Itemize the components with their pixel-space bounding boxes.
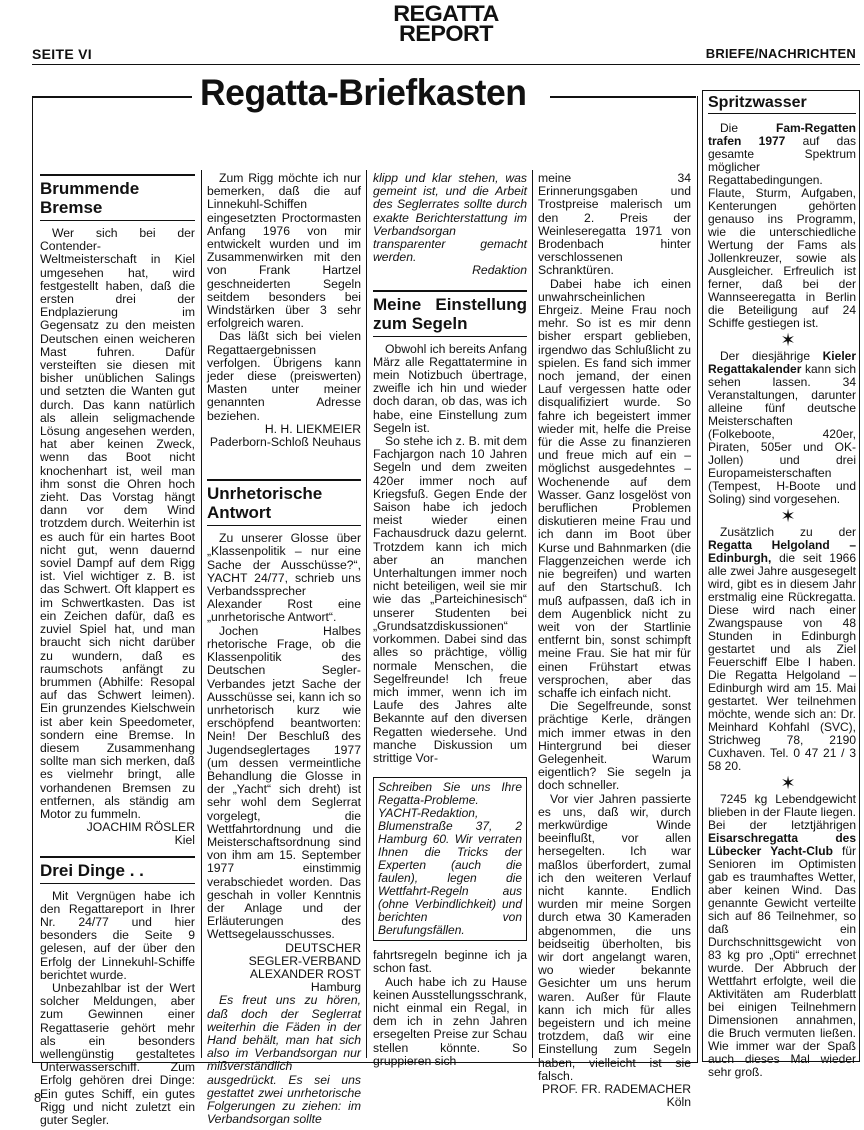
- page-title: Regatta-Briefkasten: [200, 72, 527, 113]
- signature-redaktion: Redaktion: [472, 263, 527, 278]
- column-divider-2: [366, 170, 367, 1058]
- letter-einstellung-p2: So stehe ich z. B. mit dem Fachjargon nach 10 Jahren Segeln und dem zweiten 420er immer noch auf Kriegsfuß. Gegen Ende der Saison habe ich jedoch meist wieder einen Fachausdruck dazu gelernt. Trotzdem kann ich mich aber an manchen Unterhaltungen immer noch nicht beteiligen, weil sie mir wie das „Parteichinesisch“ unserer Studenten bei „Grundsatzdiskussionen“ vorkommen. Dabei sind das alles so prächtige, völlig normale Menschen, die Segelfreunde! Ich freue mich immer, wenn ich im Laufe des Jahres alte Bekannte auf den diversen Regatten wiedersehe. Und manche Diskussion um strittige Vor-: [373, 434, 527, 765]
- regatta-report-logo: [376, 1, 516, 46]
- news-fam-regatten: Die Fam-Regatten trafen 1977 auf das gesamte Spektrum möglicher Regattabedingungen. Flaute, Sturm, Aufgaben, Kenterungen gehörten genauso ins Programm, wie die unterschiedliche Wertung der Fams als Jollenkreuzer, sowie als Ausgleicher. Erfreulich ist ferner, daß bei der Wannseeregatta in Berlin die Beteiligung auf 24 Schiffe gestiegen ist.: [708, 121, 856, 330]
- star-separator-icon: ✶: [780, 773, 796, 793]
- signature-place: Paderborn-Schloß Neuhaus: [209, 435, 361, 450]
- editorial-reply: Es freut uns zu hören, daß doch der Seglerrat weiterhin die Fäden in der Hand behält, man hat sich also im Verbandsorgan nur mißverständlich ausgedrückt. Es sei uns gestattet zwei unrhetorische Folgerungen zu ziehen: im Verbandsorgan sollte: [207, 993, 361, 1127]
- letter-einstellung-p6: Dabei habe ich einen unwahrscheinlichen Ehrgeiz. Meine Frau noch mehr. So ist es mir denn bisher erspart geblieben, irgendwo das Schlußlicht zu spielen. Es fand sich immer noch jemand, der einen Lauf vergessen hatte oder disqualifiziert wurde. So fahre ich begeistert immer wieder mit, helfe die Preise für die Asse zu finanzieren und freue mich auf ein – möglichst ausgedehntes – Wochenende auf dem Wasser. Ganz losgelöst von beruflichen Problemen diskutieren meine Frau und ich dann im Boot über Kurse und Bahnmarken (die Flaggenzeichen werde ich nie begreifen) und warten auf den Startschuß. Ich muß aufpassen, daß ich in dem Augenblick nicht zu weit von der Startlinie entfernt bin, sonst schimpft meine Frau. Sie hat mir für einen Frühstart etwas versprochen, aber das schaffe ich einfach nicht.: [538, 276, 691, 700]
- news-helgoland-edinburgh: Zusätzlich zu der Regatta Helgoland – Edinburgh, die seit 1966 alle zwei Jahre ausgesegelt wird, gibt es in diesem Jahr erstmalig eine Rückregatta. Diese wird nach einer Zwangspause von 48 Stunden in Edinburgh gestartet und als Ziel Feuerschiff Elbe I haben. Die Regatta Helgoland – Edinburgh wird am 15. Mai gestartet. Wer teilnehmen möchte, wende sich an: Dr. Meinhard Kohfahl (SVC), Strichweg 78, 2190 Cuxhaven. Tel. 0 47 21 / 3 58 20.: [708, 525, 856, 773]
- signature-name: JOACHIM RÖSLER: [86, 820, 195, 835]
- news-eisarschregatta: 7245 kg Lebendgewicht blieben in der Flaute liegen. Bei der letztjährigen Eisarschregatta des Lübecker Yacht-Club für Senioren im Optimisten gab es traumhaftes Wetter, aber keinen Wind. Das genannte Gewicht verteilte sich auf 86 Teilnehmer, so daß ein Durchschnittsgewicht von 83 kg pro „Opti“ errechnet wurde. Der Abbruch der Wettfahrt erfolgte, weil die Aktivitäten am Ruderblatt bei einigen Teilnehmern Dimensionen annahmen, die Bruch vermuten ließen. Wie immer war der Spaß auch dieses Mal wieder sehr groß.: [708, 792, 856, 1079]
- signature-line-2: SEGLER-VERBAND: [248, 953, 361, 968]
- column-divider-3: [532, 170, 533, 1058]
- letter-rigg-p1: Zum Rigg möchte ich nur bemerken, daß die auf Linnekuhl-Schiffen eingesetzten Proctormasten Anfang 1976 von mir entwickelt wurden und im Zusammenwirken mit den von Frank Hartzel geschneiderten Segeln seitdem besonders bei Windstärken über 3 sehr erfolgreich waren.: [207, 171, 361, 331]
- column-3: [373, 171, 527, 1068]
- signature-name: H. H. LIEKMEIER: [264, 421, 361, 436]
- signature-place: Kiel: [174, 833, 195, 848]
- write-to-us-box: Schreiben Sie uns Ihre Regatta-Probleme. YACHT-Redaktion, Blumenstraße 37, 2 Hamburg 60. Wir verraten Ihnen die Tricks der Experten (auch die faulen), legen die Wettfahrt-Regeln aus (ohne Verbindlichkeit) und berichten von Berufungsfällen.: [373, 777, 527, 941]
- star-separator-icon: ✶: [780, 330, 796, 350]
- signature-place: Köln: [666, 1095, 691, 1110]
- spritzwasser-title: Spritzwasser: [708, 96, 856, 114]
- letter-einstellung-p8: Vor vier Jahren passierte es uns, daß wir, durch merkwürdige Winde beeinflußt, vor allen hersegelten. Ich war maßlos überfordert, zumal ich den weiteren Verlauf nicht kannte. Endlich wurden mir meine Sorgen durch etwa 30 Kameraden abgenommen, die uns beidseitig überholten, bis wir dort angelangt waren, wo wieder bekannte Gesichter um uns herum waren. Außer für Flaute kann ich mich für alles begeistern und ich meine trotzdem, daß wir eine Einstellung zum Segeln haben, vielleicht ist sie falsch.: [538, 791, 691, 1083]
- heading-brummende-bremse: Brummende Bremse: [40, 174, 195, 221]
- letter-einstellung-p4: Auch habe ich zu Hause keinen Ausstellungsschrank, nicht einmal ein Regal, in dem ich in zehn Jahren ersegelten Preise zur Schau stellen könnte. So gruppieren sich: [373, 974, 527, 1068]
- letter-antwort-p1: Zu unserer Glosse über „Klassenpolitik – nur eine Sache der Ausschüsse?“, YACHT 24/77, schrieb uns Verbandssprecher Alexander Rost eine „unrhetorische Antwort“.: [207, 531, 361, 625]
- signature-name: PROF. FR. RADEMACHER: [542, 1082, 691, 1097]
- column-1: [40, 174, 195, 1127]
- section-label: BRIEFE/NACHRICHTEN: [705, 46, 856, 61]
- signature-place: Hamburg: [310, 980, 361, 995]
- editorial-reply-cont: klipp und klar stehen, was gemeint ist, und die Arbeit des Seglerrates sollte durch exakte Berichterstattung im Verbandsorgan transparenter gemacht werden.: [373, 171, 527, 265]
- letter-einstellung-p3: fahrtsregeln beginne ich ja schon fast.: [373, 948, 527, 976]
- column-2: [207, 171, 361, 1127]
- page-label: SEITE VI: [32, 46, 92, 62]
- letter-drei-dinge-p2: Unbezahlbar ist der Wert solcher Meldungen, aber zum Gewinnen einer Regattaserie gehört mehr als ein besonders wellengünstig gestaltetes Unterwasserschiff. Zum Erfolg gehören drei Dinge: Ein gutes Schiff, ein gutes Rigg und nicht zuletzt ein guter Segler.: [40, 980, 195, 1127]
- letter-einstellung-p7: Die Segelfreunde, sonst prächtige Kerle, drängen mich immer etwas in den Hintergrund bei dieser Gelegenheit. Warum eigentlich? Sie segeln ja doch schneller.: [538, 699, 691, 793]
- page-number: 8: [34, 1090, 42, 1105]
- header-rule: [32, 64, 860, 65]
- column-divider-1: [201, 170, 202, 1058]
- news-kieler-regattakalender: Der diesjährige Kieler Regattakalender kann sich sehen lassen. 34 Veranstaltungen, darunter alleine fünf deutsche Meisterschaften (Folkeboote, 420er, Piraten, 505er und OK-Jollen) und drei Europameisterschaften (Tempest, H-Boote und Soling) sind vorgesehen.: [708, 349, 856, 506]
- heading-meine-einstellung: Meine Einstellung zum Segeln: [373, 290, 527, 337]
- signature-line-3: ALEXANDER ROST: [249, 966, 361, 981]
- letter-drei-dinge-p1: Mit Vergnügen habe ich den Regattareport in Ihrer Nr. 24/77 und hier besonders die Seite 9 gelesen, auf der über den Erfolg der Linnekuhl-Schiffe berichtet wurde.: [40, 888, 195, 982]
- logo-line-2: REPORT: [398, 21, 494, 46]
- letter-antwort-p2: Jochen Halbes rhetorische Frage, ob die Klassenpolitik des Deutschen Segler-Verbandes jetzt Sache der Ausschüsse sei, kann ich so unrhetorisch kurz wie erschöpfend beantworten: Nein! Der Beschluß des Jugendseglertages 1977 (um dessen vermeintliche Behandlung die Glosse in der „Yacht“ sich dreht) ist sehr wohl dem Seglerrat vorgelegt, die Wettfahrtordnung und die Meisterschaftsordnung sind von ihm am 15. September 1977 einstimmig verabschiedet worden. Das geschah in voller Kenntnis der Anlage und der Erläuterungen des Wettsegelausschusses.: [207, 623, 361, 942]
- signature-line-1: DEUTSCHER: [285, 940, 361, 955]
- letter-bremse-text: Wer sich bei der Contender-Weltmeisterschaft in Kiel umgesehen hat, wird festgestellt haben, daß die ersten drei der Endplazierung im Gegensatz zu den meisten Deutschen einen weicheren Mast fuhren. Dafür versteiften sie diesen mit bisher unüblichen Salings und setzten die Wanten gut durch. Das kann natürlich als allein seligmachende Lösung angesehen werden, hat aber keinen Zweck, wenn das Boot nicht knochenhart ist, weil man ihm sonst die Ohren hoch zieht. Das Vorstag hängt dann vor dem Wind trotzdem durch. Weiterhin ist es auch für ein hartes Boot nicht gut, wenn dauernd soviel Dampf auf dem Rigg ist. Viel wichtiger z. B. ist das Schwert. Oft klappert es im Schwertkasten. Das ist ein Zeichen dafür, daß es zuviel Spiel hat, und man braucht sich nicht darüber zu wundern, daß es raumschots anfängt zu brummen (Abhilfe: Resopal auf das Schwert leimen). Ein grunzendes Kielschwein ist aber kein Speedometer, sondern eine Bremse. In diesem Zusammenhang sollte man sich merken, daß es vielmehr bringt, alle vorhandenen Bremsen zu entfernen, als ständig am Motor zu fummeln.: [40, 226, 195, 821]
- heading-unrhetorische-antwort: Unrhetorische Antwort: [207, 479, 361, 526]
- logo-line-1: REGATTA: [393, 1, 499, 26]
- letter-einstellung-p1: Obwohl ich bereits Anfang März alle Regattatermine in mein Notizbuch übertrage, zweifle ich hin und wieder doch daran, ob das, was ich habe, eine Einstellung zum Segeln ist.: [373, 341, 527, 435]
- heading-drei-dinge: Drei Dinge . .: [40, 856, 195, 884]
- spritzwasser-column: [708, 94, 856, 1079]
- star-separator-icon: ✶: [780, 506, 796, 526]
- column-4: [538, 171, 691, 1110]
- letter-rigg-p2: Das läßt sich bei vielen Regattaergebnissen verfolgen. Übrigens kann jeder diese (preiswerten) Masten unter meiner genannten Adresse beziehen.: [207, 329, 361, 423]
- letter-einstellung-p5: meine 34 Erinnerungsgaben und Trostpreise malerisch um den 2. Preis der Weinleseregatta 1971 von Brodenbach hinter verschlossenen Schranktüren.: [538, 171, 691, 278]
